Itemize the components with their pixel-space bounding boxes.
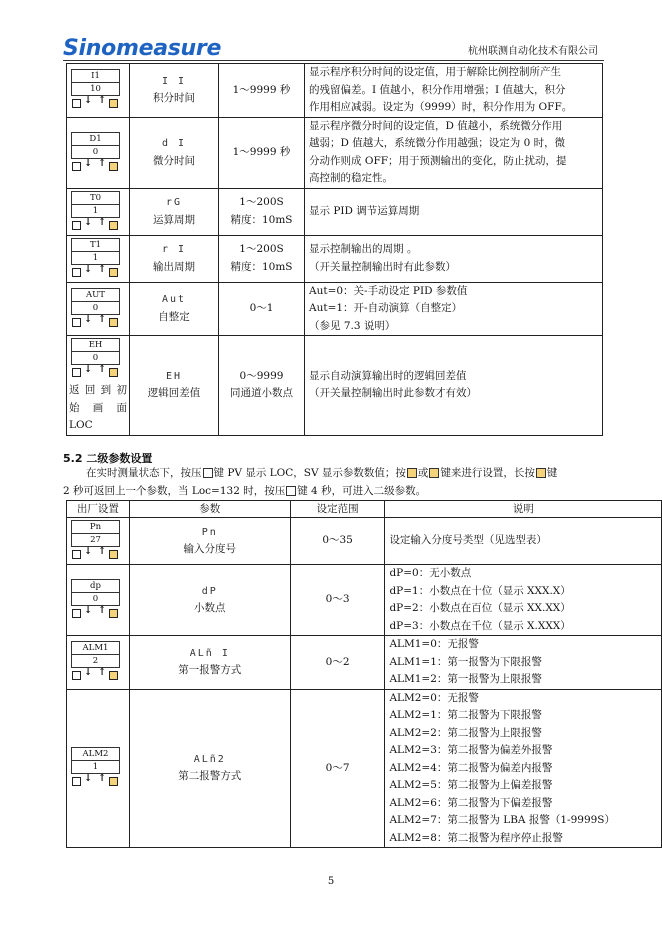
description-cell [385, 518, 662, 565]
up-key-icon [109, 777, 118, 786]
sv-screen: 2 [71, 654, 120, 668]
table-row [67, 282, 603, 336]
segment-display: d I [161, 138, 187, 149]
text-line: 显示 PID 调节运算周期 [309, 204, 420, 217]
set-key-icon [72, 671, 81, 680]
text-line: 显示程序微分时间的设定值，D 值越小，系统微分作用 [309, 119, 563, 132]
down-arrow-icon: ↓ [84, 773, 93, 785]
text-line: dP=2：小数点在百位（显示 XX.XX） [389, 602, 571, 614]
text-line: ALM1=2：第一报警为上限报警 [389, 673, 542, 685]
param-cell [129, 689, 290, 848]
table-row [67, 235, 603, 282]
param-name: 逻辑回差值 [147, 387, 201, 400]
description-cell [305, 282, 603, 336]
up-key-icon [109, 671, 118, 680]
segment-display: r I [161, 244, 187, 255]
param-name: 小数点 [194, 602, 226, 614]
device-cell [67, 188, 130, 235]
segment-display: Aut [161, 294, 187, 306]
set-key-icon [203, 468, 213, 478]
down-arrow-icon: ↓ [84, 95, 93, 107]
pv-screen: EH [71, 338, 120, 352]
device-cell [67, 636, 130, 690]
param-name: 输入分度号 [183, 543, 237, 555]
up-arrow-icon: ↑ [98, 364, 107, 375]
table-row [67, 689, 662, 848]
set-key-icon [72, 268, 81, 277]
column-header: 出厂设置 [67, 501, 130, 518]
pv-screen: T1 [71, 238, 120, 252]
segment-display: I I [161, 75, 187, 87]
up-key-icon [109, 162, 118, 171]
range-cell [219, 235, 305, 282]
pv-screen: ALM2 [71, 747, 120, 761]
table-row [67, 188, 603, 235]
down-arrow-icon: ↓ [84, 364, 93, 375]
param-cell [130, 64, 219, 118]
param-name: 第一报警方式 [178, 664, 242, 677]
param-cell [129, 636, 290, 690]
device-display [71, 69, 119, 111]
param-cell [130, 235, 219, 282]
sv-screen: 0 [71, 592, 120, 606]
description-cell [385, 565, 662, 636]
text-line: 越弱；D 值越大，系统微分作用越强；设定为 0 时，微 [309, 137, 566, 149]
range-cell: 0～35 [290, 518, 385, 565]
set-key-icon [72, 368, 81, 377]
text-line: ALM2=4：第二报警为偏差内报警 [389, 761, 553, 774]
param-name: 微分时间 [153, 154, 195, 167]
device-cell [67, 689, 130, 848]
return-note: LOC [69, 419, 93, 431]
device-cell [67, 518, 130, 565]
up-key-icon [109, 99, 118, 108]
device-display [71, 338, 119, 380]
sv-screen: 1 [71, 760, 120, 774]
set-key-icon [286, 486, 296, 496]
table-row [67, 64, 603, 118]
up-arrow-icon: ↑ [98, 773, 107, 785]
return-note: 始画面 [69, 401, 127, 414]
up-key-icon [109, 550, 118, 559]
text-line: Aut=0：关-手动设定 PID 参数值 [309, 284, 468, 297]
down-arrow-icon: ↓ [84, 263, 93, 275]
sv-screen: 0 [71, 145, 120, 159]
segment-display: Pn [201, 526, 218, 538]
range-cell: 0～7 [290, 689, 385, 848]
text-line: 1～200S [239, 243, 284, 255]
set-key-icon [72, 550, 81, 559]
down-arrow-icon: ↓ [84, 546, 93, 557]
text-line: ALM2=0：无报警 [389, 691, 479, 704]
param-name: 运算周期 [153, 213, 195, 226]
device-cell [67, 565, 130, 636]
device-display [71, 191, 119, 233]
up-arrow-icon: ↑ [98, 95, 107, 107]
pv-screen: T0 [71, 191, 120, 205]
range-cell [219, 282, 305, 336]
up-key-icon [109, 609, 118, 618]
param-name: 积分时间 [153, 92, 195, 105]
up-arrow-icon: ↑ [98, 313, 107, 325]
parameter-table-level1 [66, 63, 603, 436]
pv-screen: AUT [71, 288, 120, 302]
section-paragraph: 在实时测量状态下，按压 键 PV 显示 LOC，SV 显示参数数值；按 或 键来进行设置，长按 键 2 秒可返回上一个参数，当 Loc=132 时，按压 键 4 秒，可进入二级参数。 [63, 467, 558, 497]
text-line: （开关量控制输出时此参数才有效） [309, 387, 477, 400]
text-line: 的残留偏差。I 值越小，积分作用增强；I 值越大，积分 [309, 83, 566, 96]
segment-display: ALñ I [189, 647, 230, 659]
sv-screen: 27 [71, 533, 120, 547]
description-cell [385, 636, 662, 690]
text-line: 1～9999 秒 [232, 83, 291, 96]
set-key-icon [72, 609, 81, 618]
text-line: ALM2=6：第二报警为下偏差报警 [389, 796, 553, 809]
text-line: 1～200S [239, 196, 284, 208]
device-cell [67, 64, 130, 118]
range-cell: 0～3 [290, 565, 385, 636]
device-display [71, 579, 119, 621]
device-display [71, 132, 119, 174]
down-arrow-icon: ↓ [84, 313, 93, 325]
text-line: ALM2=5：第二报警为上偏差报警 [389, 779, 553, 791]
up-key-icon [109, 318, 118, 327]
set-key-icon [72, 162, 81, 171]
sv-screen: 1 [71, 251, 120, 265]
column-header: 参数 [129, 501, 290, 518]
pv-screen: ALM1 [71, 641, 120, 655]
device-display [71, 641, 119, 683]
down-key-icon [429, 468, 439, 478]
set-key-icon [72, 221, 81, 230]
segment-display: EH [165, 370, 183, 382]
text-line: 设定输入分度号类型（见选型表） [389, 534, 547, 547]
column-header: 说明 [385, 501, 662, 518]
device-cell [67, 336, 130, 436]
up-key-icon [109, 368, 118, 377]
text-line: 精度：10mS [230, 213, 293, 226]
text-line: dP=1：小数点在十位（显示 XXX.X） [389, 584, 571, 597]
up-arrow-icon: ↑ [98, 216, 107, 228]
param-cell [129, 518, 290, 565]
text-line: 显示自动演算输出时的逻辑回差值 [309, 369, 467, 382]
range-cell [219, 188, 305, 235]
segment-display: ALñ2 [193, 753, 226, 765]
text-line: 精度：10mS [230, 260, 293, 273]
up-arrow-icon: ↑ [98, 263, 107, 275]
segment-display: dP [201, 585, 218, 597]
table-row [67, 518, 662, 565]
down-arrow-icon: ↓ [84, 605, 93, 616]
text-line: 1～9999 秒 [232, 145, 291, 158]
device-cell [67, 117, 130, 188]
param-cell [130, 188, 219, 235]
parameter-table-level2 [66, 500, 662, 848]
param-name: 输出周期 [153, 260, 195, 273]
range-cell [219, 117, 305, 188]
description-cell [305, 235, 603, 282]
table-row [67, 636, 662, 690]
set-key-icon [72, 777, 81, 786]
pv-screen: dp [71, 579, 120, 593]
description-cell [305, 188, 603, 235]
text-line: 显示控制输出的周期 。 [309, 243, 418, 255]
sv-screen: 0 [71, 301, 120, 315]
text-line: 分动作则成 OFF；用于预测输出的变化，防止扰动，提 [309, 154, 567, 167]
param-cell [130, 282, 219, 336]
table-row [67, 117, 603, 188]
page-header [63, 34, 604, 61]
device-display [71, 520, 119, 562]
segment-display: rG [165, 197, 183, 208]
table-row [67, 565, 662, 636]
set-key-icon [72, 99, 81, 108]
return-note: 返回到初 [69, 384, 127, 396]
text-line: （开关量控制输出时有此参数） [309, 260, 456, 273]
text-line: （参见 7.3 说明） [309, 319, 396, 332]
device-cell [67, 282, 130, 336]
range-cell: 0～2 [290, 636, 385, 690]
up-key-icon [109, 221, 118, 230]
sv-screen: 0 [71, 351, 120, 365]
pv-screen: I1 [71, 69, 120, 83]
range-cell [219, 64, 305, 118]
up-arrow-icon: ↑ [98, 605, 107, 616]
up-key-icon [407, 468, 417, 478]
range-cell [219, 336, 305, 436]
text-line: 0～1 [249, 302, 274, 314]
text-line: 同通道小数点 [230, 387, 293, 400]
sv-screen: 10 [71, 82, 120, 96]
text-line: Aut=1：开-自动演算（自整定） [309, 302, 463, 314]
description-cell [305, 64, 603, 118]
text-line: dP=0：无小数点 [389, 567, 472, 579]
device-display [71, 747, 119, 789]
down-arrow-icon: ↓ [84, 157, 93, 169]
param-cell [130, 117, 219, 188]
description-cell [305, 117, 603, 188]
text-line: ALM2=3：第二报警为偏差外报警 [389, 744, 553, 756]
left-key-icon [536, 468, 546, 478]
text-line: 显示程序积分时间的设定值，用于解除比例控制所产生 [309, 66, 561, 78]
param-cell [130, 336, 219, 436]
text-line: ALM2=8：第二报警为程序停止报警 [389, 831, 563, 844]
set-key-icon [72, 318, 81, 327]
text-line: ALM2=2：第二报警为上限报警 [389, 726, 542, 739]
up-key-icon [109, 268, 118, 277]
text-line: 高控制的稳定性。 [309, 172, 393, 184]
param-cell [129, 565, 290, 636]
device-display [71, 288, 119, 330]
down-arrow-icon: ↓ [84, 216, 93, 228]
description-cell [385, 689, 662, 848]
pv-screen: Pn [71, 520, 120, 534]
text-line: dP=3：小数点在千位（显示 X.XXX） [389, 619, 571, 632]
text-line: 0～9999 [239, 369, 284, 382]
text-line: 作用相应减弱。设定为（9999）时，积分作用为 OFF。 [309, 101, 573, 113]
text-line: ALM2=1：第二报警为下限报警 [389, 709, 542, 721]
text-line: ALM2=7：第二报警为 LBA 报警（1-9999S） [389, 814, 615, 826]
up-arrow-icon: ↑ [98, 157, 107, 169]
up-arrow-icon: ↑ [98, 667, 107, 679]
text-line: ALM1=1：第一报警为下限报警 [389, 655, 542, 668]
text-line: ALM1=0：无报警 [389, 638, 479, 650]
table-row [67, 336, 603, 436]
page-number: 5 [327, 876, 335, 887]
pv-screen: D1 [71, 132, 120, 146]
param-name: 第二报警方式 [178, 770, 242, 783]
description-cell [305, 336, 603, 436]
column-header: 设定范围 [290, 501, 385, 518]
device-display [71, 238, 119, 280]
section-title: 5.2 二级参数设置 [63, 452, 153, 465]
up-arrow-icon: ↑ [98, 546, 107, 557]
sv-screen: 1 [71, 204, 120, 218]
param-name: 自整定 [158, 310, 190, 323]
company-name: 杭州联测自动化技术有限公司 [468, 46, 598, 57]
down-arrow-icon: ↓ [84, 667, 93, 679]
device-cell [67, 235, 130, 282]
sinomeasure-logo: Sinomeasure [63, 36, 222, 61]
